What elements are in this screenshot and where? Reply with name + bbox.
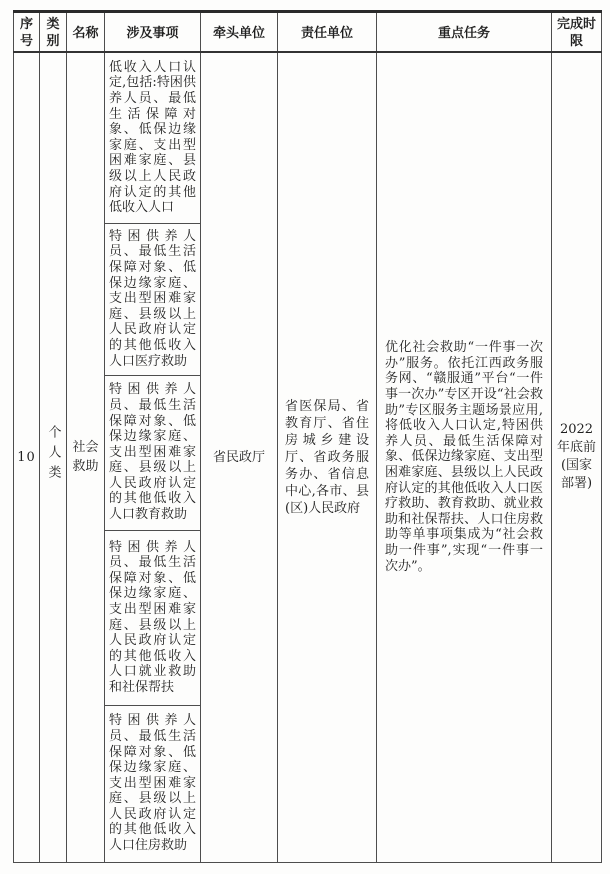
cell-deadline: 2022 年底前(国家部署)	[552, 52, 602, 862]
header-name: 名称	[67, 12, 105, 53]
header-matters: 涉及事项	[105, 12, 201, 53]
table-row	[14, 52, 602, 223]
cell-seq-number: 10	[14, 52, 40, 862]
cell-category	[40, 52, 67, 862]
cell-name: 社会救助	[67, 52, 105, 862]
header-key-tasks: 重点任务	[377, 12, 552, 53]
cell-matter-3: 特困供养人员、最低生活保障对象、低保边缘家庭、支出型困难家庭、县级以上人民政府认定的其他低收入人口教育救助	[105, 375, 201, 530]
category-vertical-label: 个人类	[45, 425, 61, 486]
cell-responsible-unit: 省医保局、省教育厅、省住房城乡建设厅、省政务服务办、省信息中心,各市、县(区)人民政府	[278, 52, 377, 862]
cell-lead-unit: 省民政厅	[201, 52, 278, 862]
cell-matter-2: 特困供养人员、最低生活保障对象、低保边缘家庭、支出型困难家庭、县级以上人民政府认定的其他低收入人口医疗救助	[105, 223, 201, 375]
cell-matter-5: 特困供养人员、最低生活保障对象、低保边缘家庭、支出型困难家庭、县级以上人民政府认定的其他低收入人口住房救助	[105, 705, 201, 862]
document-page	[0, 10, 610, 874]
header-lead-unit: 牵头单位	[201, 12, 278, 53]
table-header-row	[14, 12, 602, 53]
action-items-table	[13, 10, 602, 863]
cell-key-tasks: 优化社会救助“一件事一次办”服务。依托江西政务服务网、“赣服通”平台“一件事一次办”专区开设“社会救助”专区服务主题场景应用,将低收入人口认定,特困供养人员、最低生活保障对象、低保边缘家庭、支出型困难家庭、县级以上人民政府认定的其他低收入人口医疗救助、教育救助、就业救助和社保帮扶、人口住房救助等单事项集成为“社会救助一件事”,实现“一件事一次办”。	[377, 52, 552, 862]
header-responsible-unit: 责任单位	[278, 12, 377, 53]
cell-matter-4: 特困供养人员、最低生活保障对象、低保边缘家庭、支出型困难家庭、县级以上人民政府认定的其他低收入人口就业救助和社保帮扶	[105, 530, 201, 705]
cell-matter-1: 低收入人口认定,包括:特困供养人员、最低生活保障对象、低保边缘家庭、支出型困难家庭、县级以上人民政府认定的其他低收入人口	[105, 52, 201, 223]
header-category: 类别	[40, 12, 67, 53]
header-seq: 序号	[14, 12, 40, 53]
header-deadline: 完成时限	[552, 12, 602, 53]
